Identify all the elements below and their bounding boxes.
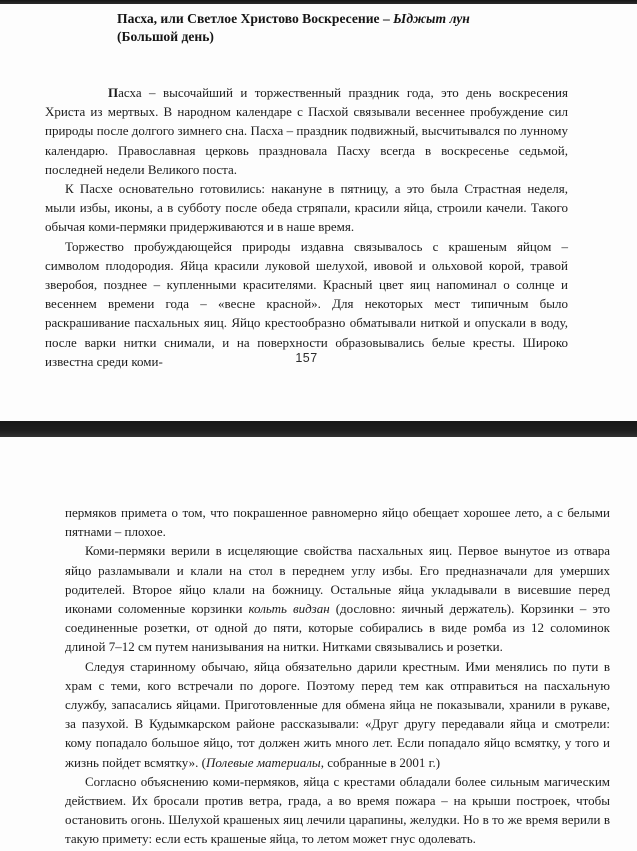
text-run: К Пасхе основательно готовились: накануне в пятницу, а это была Страстная неделя, мыли избы, иконы, а в субботу после обеда стряпали, красили яйца, строили качели. Такого обычая коми-пермяки придерживаются и в наше время. — [45, 181, 568, 235]
text-run: П — [108, 85, 119, 100]
page-top-edge-bar — [0, 0, 637, 4]
paragraph — [45, 83, 568, 179]
paragraph — [65, 657, 610, 772]
text-run: Коми-пермяки верили в исцеляющие свойства пасхальных яиц. Первое вынутое из отвара яйцо разламывали и клали на стол в переднем углу избы. Его предназначали для умерших родителей. Второе яйцо клали на божницу. Остальные яйца укладывали в висевшие перед иконами соломенные корзинки — [65, 543, 610, 617]
text-run: , собранные в 2001 г.) — [320, 754, 441, 770]
text-run: кольть видзан — [248, 601, 330, 617]
paragraph — [45, 179, 568, 237]
page-158-text — [65, 503, 610, 849]
page-separator-bar — [0, 421, 637, 437]
text-run: асха – высочайший и торжественный праздник года, это день воскресения Христа из мертвых. В народном календаре с Пасхой связывали весеннее пробуждение сил природы после долгого зимнего сна. Пасха – праздник подвижный, высчитывался по лунному календарю. Православная церковь праздновала Пасху всегда в воскресенье седьмой, последней недели Великого поста. — [45, 85, 568, 177]
page-number: 157 — [295, 351, 318, 365]
chapter-title — [117, 10, 577, 45]
page-157-text — [45, 83, 568, 371]
text-run: пермяков примета о том, что покрашенное равномерно яйцо обещает хорошее лето, а с белыми пятнами – плохое. — [65, 505, 610, 540]
paragraph — [65, 503, 610, 541]
chapter-title-text: Пасха, или Светлое Христово Воскресение – — [117, 11, 394, 26]
text-run: Следуя старинному обычаю, яйца обязательно дарили крестным. Ими менялись по пути в храм с теми, кого встречали по дороге. Поэтому перед тем как отправиться на пасхальную службу, запасались яйцами. Приготовленные для обмена яйца не показывали, хранили в рукаве, за пазухой. В Кудымкарском районе рассказывали: «Друг другу передавали яйца и смотрели: кому попадало большое яйцо, тот должен жить много лет. Если попадало яйцо всмятку, у того и жизнь пойдет всмятку». ( — [65, 658, 610, 770]
text-run: Согласно объяснению коми-пермяков, яйца с крестами обладали более сильным магическим действием. Их бросали против ветра, града, а во время пожара – на крыши построек, чтобы остановить огонь. Шелухой крашеных яиц лечили царапины, желудки. Но в то же время верили в такую примету: если есть крашеные яйца, то летом может гнус одолевать. — [65, 773, 610, 847]
chapter-title-komi-name: Ыджыт лун — [393, 11, 470, 26]
text-run: (дословно: яичный держатель). Корзинки – это соединенные розетки, от одной до пяти, которые собирались в виде ромба из 12 соломинок длиной 7–12 см путем нанизывания на нитки. Нитками связывались и розетки. — [65, 601, 610, 655]
chapter-title-line2: (Большой день) — [117, 28, 214, 44]
text-run: Полевые материалы — [205, 754, 321, 770]
paragraph — [65, 541, 610, 656]
paragraph — [65, 772, 610, 849]
text-run: Торжество пробуждающейся природы издавна связывалось с крашеным яйцом – символом плодородия. Яйца красили луковой шелухой, ивовой и ольховой корой, травой зверобоя, позднее – купленными красителями. Красный цвет яиц напоминал о солнце и весеннем времени года – «весне красной». Для некоторых мест типичным было раскрашивание пасхальных яиц. Яйцо крестообразно обматывали ниткой и опускали в воду, после варки нитки снимали, и на поверхности образовывались белые кресты. Широко известна среди коми- — [45, 238, 568, 369]
